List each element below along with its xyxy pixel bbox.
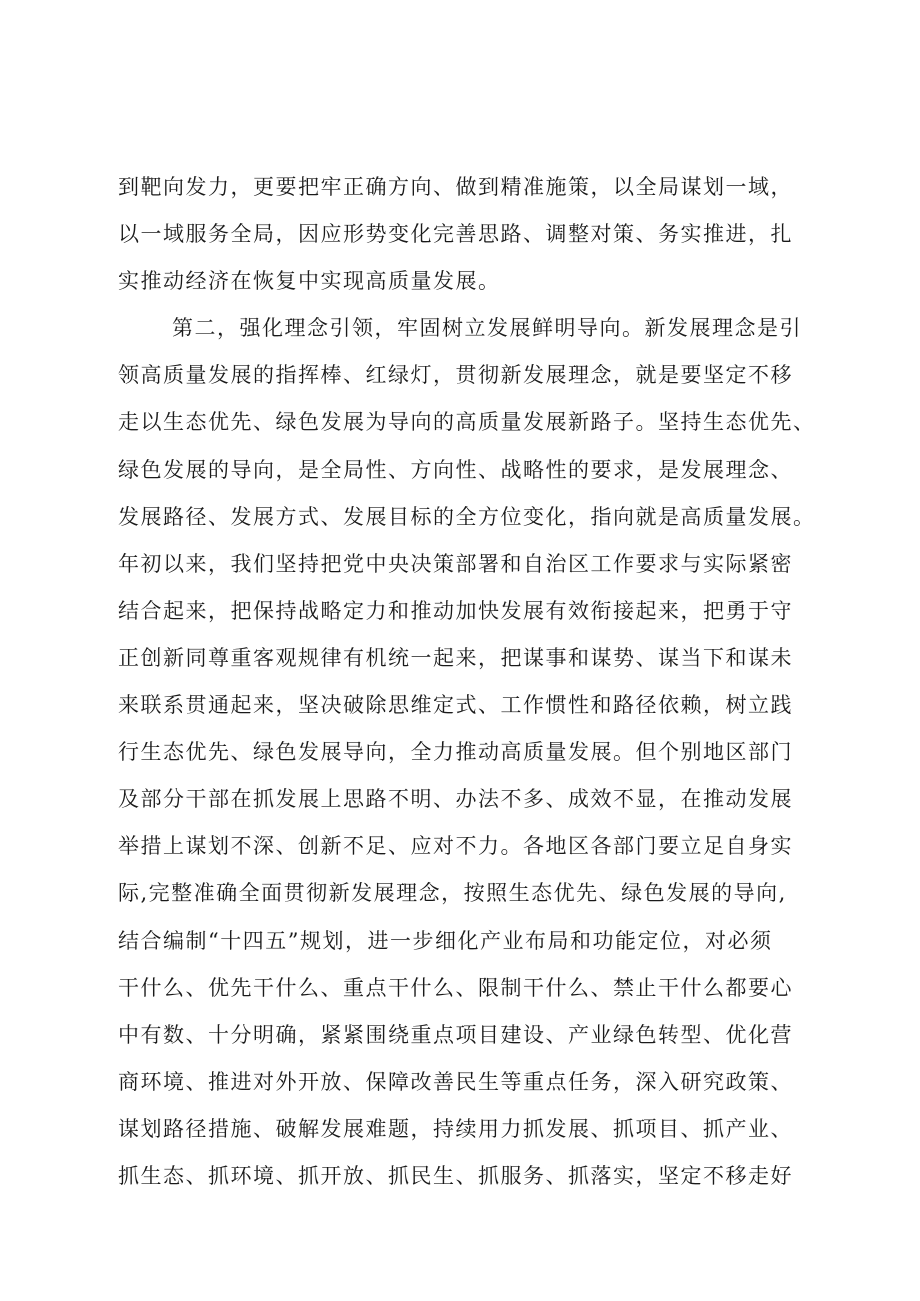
text-line: 到靶向发力，更要把牢正确方向、做到精准施策，以全局谋划一域， xyxy=(118,175,793,199)
text-line: 绿色发展的导向，是全局性、方向性、战略性的要求，是发展理念、 xyxy=(118,457,793,482)
text-line: 结合编制“十四五”规划，进一步细化产业布局和功能定位，对必须 xyxy=(118,928,773,953)
text-line: 行生态优先、绿色发展导向，全力推动高质量发展。但个别地区部门 xyxy=(118,740,793,765)
text-line: 谋划路径措施、破解发展难题，持续用力抓发展、抓项目、抓产业、 xyxy=(118,1116,793,1141)
text-line: 以一域服务全局，因应形势变化完善思路、调整对策、务实推进，扎 xyxy=(118,222,793,247)
text-line: 正创新同尊重客观规律有机统一起来，把谋事和谋势、谋当下和谋未 xyxy=(118,645,793,670)
text-line: 来联系贯通起来，坚决破除思维定式、工作惯性和路径依赖，树立践 xyxy=(118,693,793,718)
text-line: 干什么、优先干什么、重点干什么、限制干什么、禁止干什么都要心 xyxy=(118,975,793,1000)
text-line: 结合起来，把保持战略定力和推动加快发展有效衔接起来，把勇于守 xyxy=(118,598,793,623)
text-line: 实推动经济在恢复中实现高质量发展。 xyxy=(118,269,501,294)
text-line: 抓生态、抓环境、抓开放、抓民生、抓服务、抓落实，坚定不移走好 xyxy=(118,1163,793,1188)
text-line: 际,完整准确全面贯彻新发展理念，按照生态优先、绿色发展的导向, xyxy=(118,881,787,906)
paragraph-2 xyxy=(118,305,830,1200)
text-line: 第二，强化理念引领，牢固树立发展鲜明导向。新发展理念是引 xyxy=(172,316,802,341)
text-line: 商环境、推进对外开放、保障改善民生等重点任务，深入研究政策、 xyxy=(118,1069,793,1094)
text-line: 及部分干部在抓发展上思路不明、办法不多、成效不显，在推动发展 xyxy=(118,787,793,812)
paragraph-1 xyxy=(118,164,830,305)
text-line: 领高质量发展的指挥棒、红绿灯，贯彻新发展理念，就是要坚定不移 xyxy=(118,363,793,388)
text-line: 走以生态优先、绿色发展为导向的高质量发展新路子。坚持生态优先、 xyxy=(118,410,816,435)
text-line: 中有数、十分明确，紧紧围绕重点项目建设、产业绿色转型、优化营 xyxy=(118,1022,793,1047)
text-line: 发展路径、发展方式、发展目标的全方位变化，指向就是高质量发展。 xyxy=(118,504,816,529)
text-line: 年初以来，我们坚持把党中央决策部署和自治区工作要求与实际紧密 xyxy=(118,551,793,576)
document-body xyxy=(118,164,830,1200)
text-line: 举措上谋划不深、创新不足、应对不力。各地区各部门要立足自身实 xyxy=(118,834,793,859)
